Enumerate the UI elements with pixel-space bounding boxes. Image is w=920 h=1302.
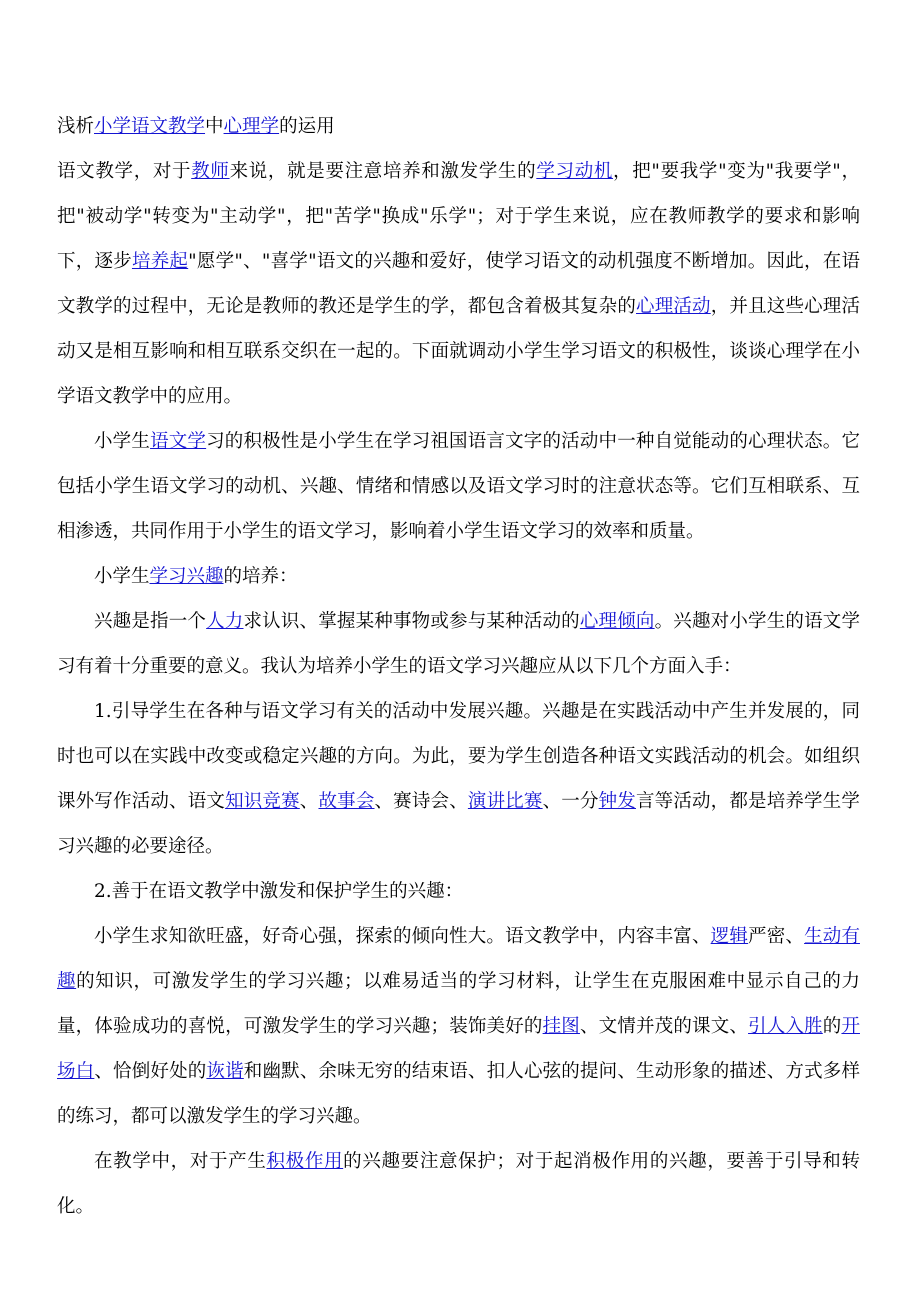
title-text-2: 中	[205, 116, 224, 137]
link-zhishi-jingsai[interactable]: 知识竞赛	[225, 791, 300, 812]
p5-text-1: 1.引导学生在各种与语文学习有关的活动中发展兴趣。兴趣是在实践活动中产生并发展的，同时也可以在实践中改变或稳定兴趣的方向。为此，要为学生创造各种语文实践活动的机会。如组织课外写作活动、语文	[57, 701, 860, 812]
p7-text-7: 和幽默、余味无穷的结束语、扣人心弦的提问、生动形象的描述、方式多样的练习，都可以激发学生的学习兴趣。	[57, 1061, 860, 1127]
p7-text-4: 、文情并茂的课文、	[579, 1016, 749, 1037]
link-yanjiang-bisai[interactable]: 演讲比赛	[467, 791, 543, 812]
p4-text-1: 兴趣是指一个	[94, 611, 207, 632]
p7-text-2: 严密、	[748, 926, 805, 947]
link-jiaoshi[interactable]: 教师	[191, 161, 230, 182]
p5-text-3: 、赛诗会、	[374, 791, 468, 812]
p4-text-3: 。兴趣对小学生的语文学习有着十分重要的意义。我认为培养小学生的语文学习兴趣应从以下几个方面入手：	[57, 611, 860, 677]
paragraph-4	[57, 599, 860, 689]
paragraph-6-list-item-2	[57, 869, 860, 914]
link-xiaoxue-yuwen-jiaoxue[interactable]: 小学语文教学	[94, 116, 206, 137]
link-shengdong-youqu[interactable]: 生动有趣	[57, 926, 860, 992]
paragraph-3	[57, 554, 860, 599]
p7-text-6: 、恰倒好处的	[94, 1061, 207, 1082]
link-yinrenrusheng[interactable]: 引人入胜	[748, 1016, 823, 1037]
paragraph-7	[57, 914, 860, 1139]
title-text-3: 的运用	[279, 116, 335, 137]
p1-text-1: 语文教学，对于	[57, 161, 192, 182]
title-text-1: 浅析	[57, 116, 95, 137]
p1-text-4: "愿学"、"喜学"语文的兴趣和爱好，使学习语文的动机强度不断增加。因此，在语文教学的过程中，无论是教师的教还是学生的学，都包含着极其复杂的	[57, 251, 860, 317]
p8-text-1: 在教学中，对于产生	[94, 1151, 267, 1172]
p1-text-3: ，把"要我学"变为"我要学"，把"被动学"转变为"主动学"，把"苦学"换成"乐学"；对于学生来说，应在教师教学的要求和影响下，逐步	[57, 161, 860, 272]
link-luoji[interactable]: 逻辑	[710, 926, 749, 947]
p7-text-5: 的	[822, 1016, 842, 1037]
p3-text-2: 的培养：	[223, 566, 298, 587]
document-body	[57, 104, 860, 1229]
link-yuwenxue[interactable]: 语文学	[150, 431, 207, 452]
p1-text-2: 来说，就是要注意培养和激发学生的	[229, 161, 537, 182]
p6-text-1: 2.善于在语文教学中激发和保护学生的兴趣：	[94, 881, 464, 902]
link-xuexi-xingqu[interactable]: 学习兴趣	[149, 566, 224, 587]
paragraph-1	[57, 149, 860, 419]
link-zhongfa[interactable]: 钟发	[598, 791, 636, 812]
link-xinli-huodong[interactable]: 心理活动	[636, 296, 711, 317]
p7-text-3: 的知识，可激发学生的学习兴趣；以难易适当的学习材料，让学生在克服困难中显示自己的力量，体验成功的喜悦，可激发学生的学习兴趣；装饰美好的	[57, 971, 860, 1037]
document-title	[57, 104, 860, 149]
p8-text-2: 的兴趣要注意保护；对于起消极作用的兴趣，要善于引导和转化。	[57, 1151, 860, 1217]
link-huixie[interactable]: 诙谐	[206, 1061, 244, 1082]
link-jiji-zuoyong[interactable]: 积极作用	[266, 1151, 344, 1172]
p7-text-1: 小学生求知欲旺盛，好奇心强，探索的倾向性大。语文教学中，内容丰富、	[94, 926, 711, 947]
p5-text-4: 、一分	[542, 791, 599, 812]
paragraph-2	[57, 419, 860, 554]
p4-text-2: 求认识、掌握某种事物或参与某种活动的	[243, 611, 580, 632]
p2-text-2: 习的积极性是小学生在学习祖国语言文字的活动中一种自觉能动的心理状态。它包括小学生语文学习的动机、兴趣、情绪和情感以及语文学习时的注意状态等。它们互相联系、互相渗透，共同作用于小学生的语文学习，影响着小学生语文学习的效率和质量。	[57, 431, 860, 542]
p1-text-5: ，并且这些心理活动又是相互影响和相互联系交织在一起的。下面就调动小学生学习语文的积极性，谈谈心理学在小学语文教学中的应用。	[57, 296, 860, 407]
p3-text-1: 小学生	[94, 566, 150, 587]
link-renli[interactable]: 人力	[206, 611, 244, 632]
paragraph-5-list-item-1	[57, 689, 860, 869]
link-guatu[interactable]: 挂图	[542, 1016, 580, 1037]
link-gushihui[interactable]: 故事会	[318, 791, 375, 812]
link-xuexi-dongji[interactable]: 学习动机	[536, 161, 614, 182]
p5-text-2: 、	[299, 791, 319, 812]
paragraph-8	[57, 1139, 860, 1229]
link-xinlixue[interactable]: 心理学	[223, 116, 280, 137]
p2-text-1: 小学生	[94, 431, 151, 452]
p5-text-5: 言等活动，都是培养学生学习兴趣的必要途径。	[57, 791, 860, 857]
link-kaichangbai[interactable]: 开场白	[57, 1016, 860, 1082]
link-peiyangqi[interactable]: 培养起	[131, 251, 189, 272]
link-xinli-qingxiang[interactable]: 心理倾向	[579, 611, 655, 632]
